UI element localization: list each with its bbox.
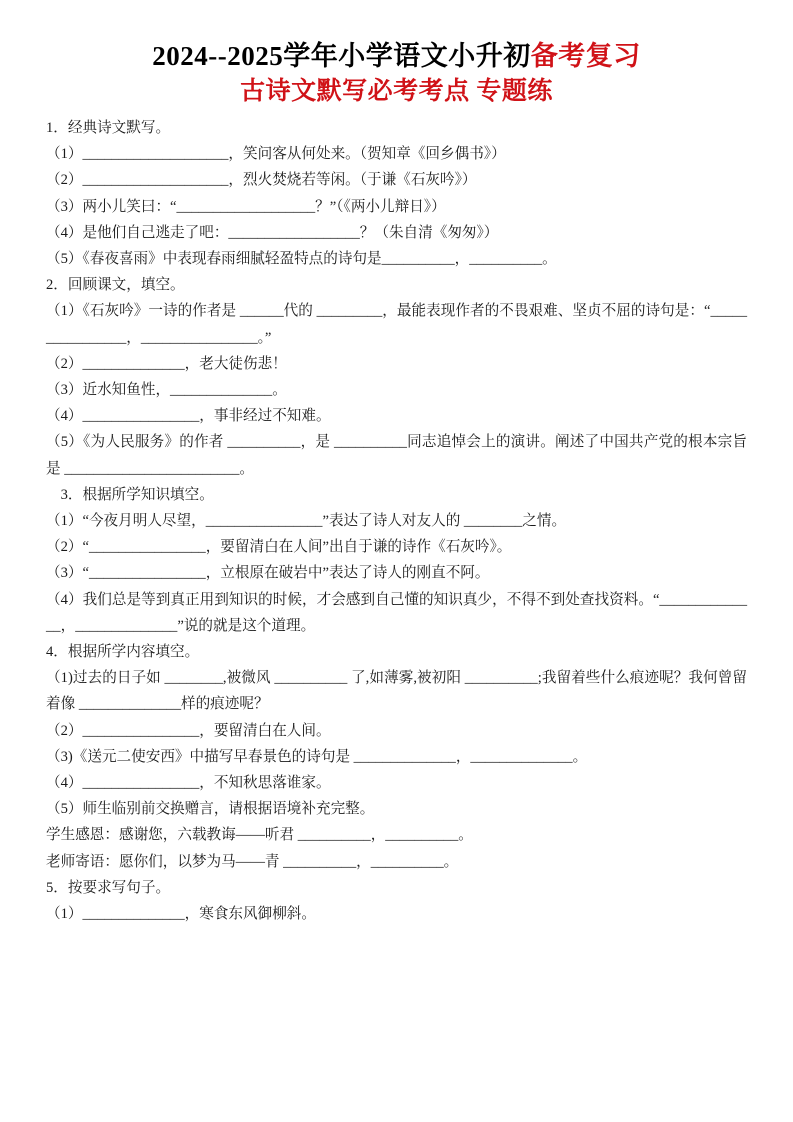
question-item: 老师寄语：愿你们，以梦为马——青 __________，__________。 xyxy=(46,853,459,870)
question-item: （1）《石灰吟》一诗的作者是 ______代的 _________，最能表现作者的不畏艰难、坚贞不屈的诗句是：“________________，________________。” xyxy=(46,303,747,346)
question-item: （3）“________________，立根原在破岩中”表达了诗人的刚直不阿。 xyxy=(46,565,490,582)
question-item: （1）____________________，笑问客从何处来。（贺知章《回乡偶书》） xyxy=(46,146,506,163)
question-item: （5）《春夜喜雨》中表现春雨细腻轻盈特点的诗句是__________，__________。 xyxy=(46,251,557,268)
question-item: （3）近水知鱼性，______________。 xyxy=(46,382,287,399)
document-title-line-1 xyxy=(46,38,747,74)
question-item: （5）《为人民服务》的作者 __________，是 __________同志追悼会上的演讲。阐述了中国共产党的根本宗旨是 ________________________。 xyxy=(46,434,747,477)
question-item: （4）________________，事非经过不知难。 xyxy=(46,408,331,425)
question-item: （1)过去的日子如 ________,被微风 __________ 了,如薄雾,被初阳 __________;我留着些什么痕迹呢？我何曾留着像 ______________样的痕迹呢？ xyxy=(46,670,747,713)
section-heading: 1．经典诗文默写。 xyxy=(46,120,171,136)
question-item: （2）______________，老大徒伤悲！ xyxy=(46,355,287,372)
section-heading: 4．根据所学内容填空。 xyxy=(46,644,200,661)
question-item: （2）“________________，要留清白在人间”出自于谦的诗作《石灰吟》。 xyxy=(46,539,512,556)
question-item: （2）________________，要留清白在人间。 xyxy=(46,722,331,739)
section-heading: 2．回顾课文，填空。 xyxy=(46,277,185,294)
question-item: （2）____________________，烈火焚烧若等闲。（于谦《石灰吟》） xyxy=(46,172,477,189)
document-title-line-2: 古诗文默写必考考点 专题练 xyxy=(240,78,553,105)
question-item: 学生感恩：感谢您，六载教诲——听君 __________，__________。 xyxy=(46,827,473,844)
title-prefix: 2024--2025学年小学语文小升初 xyxy=(152,41,531,71)
question-item: （5）师生临别前交换赠言，请根据语境补充完整。 xyxy=(46,801,375,818)
question-item: （1）______________，寒食东风御柳斜。 xyxy=(46,906,316,923)
document-body xyxy=(46,115,747,927)
section-heading: 5．按要求写句子。 xyxy=(46,879,171,896)
question-item: （3)《送元二使安西》中描写早春景色的诗句是 ______________，______________。 xyxy=(46,748,588,765)
question-item: （3）两小儿笑曰：“___________________？”（《两小儿辩日》） xyxy=(46,198,446,215)
title-highlight: 备考复习 xyxy=(530,41,641,71)
question-item: （1）“今夜月明人尽望，________________”表达了诗人对友人的 ________之情。 xyxy=(46,513,567,530)
section-heading: 3．根据所学知识填空。 xyxy=(46,486,214,503)
question-item: （4）我们总是等到真正用到知识的时候，才会感到自己懂的知识真少，不得不到处查找资料。“______________，______________”说的就是这个道理。 xyxy=(46,591,747,634)
question-item: （4）是他们自己逃走了吧：__________________？（朱自清《匆匆》） xyxy=(46,224,499,241)
question-item: （4）________________，不知秋思落谁家。 xyxy=(46,775,331,792)
